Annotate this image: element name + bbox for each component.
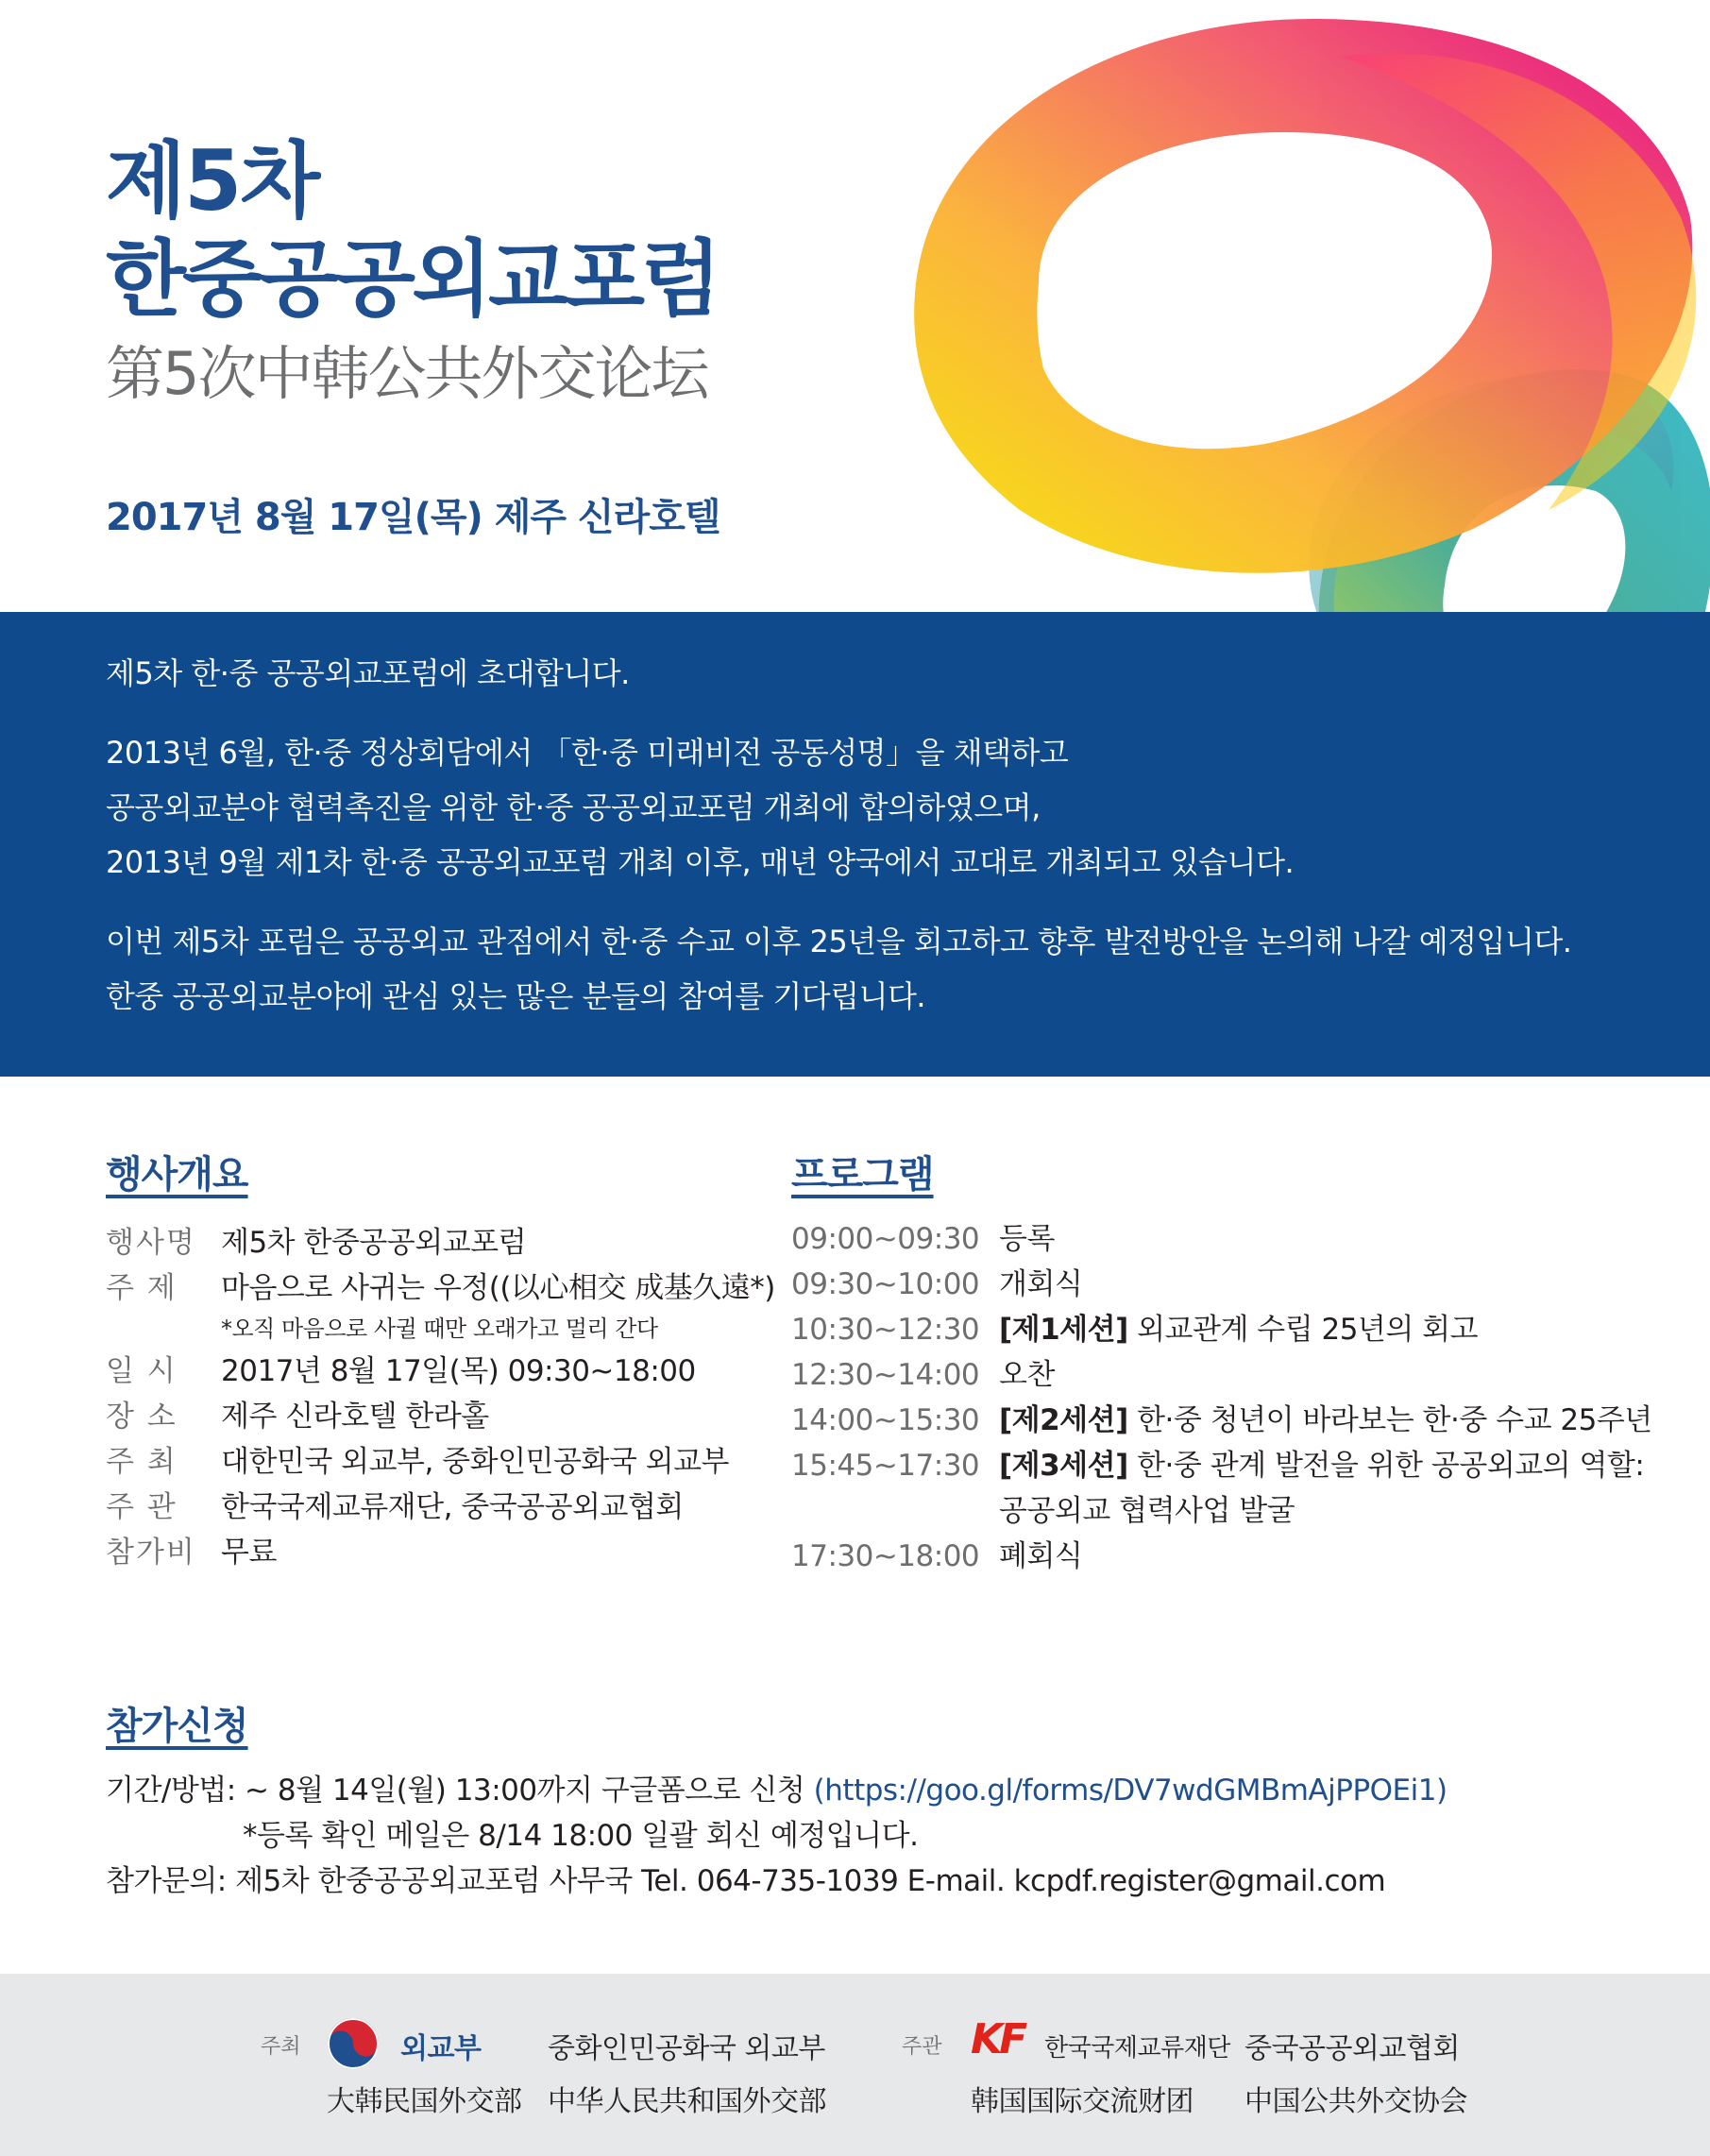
overview-row-organizer xyxy=(106,1481,767,1526)
session-title: 한·중 청년이 바라보는 한·중 수교 25주년 xyxy=(1127,1403,1652,1437)
program-time: 17:30~18:00 xyxy=(791,1539,980,1573)
kf-hanja: 韩国国际交流财团 xyxy=(971,2085,1194,2118)
overview-value: 한국국제교류재단, 중국공공외교협회 xyxy=(221,1489,684,1524)
overview-key: 주 제 xyxy=(106,1270,178,1305)
intro-p3-line2: 한중 공공외교분야에 관심 있는 많은 분들의 참여를 기다립니다. xyxy=(106,978,926,1014)
session-title: 한·중 관계 발전을 위한 공공외교의 역할: xyxy=(1127,1449,1645,1483)
session-title-line2: 공공외교 협력사업 발굴 xyxy=(999,1494,1295,1528)
overview-row-host xyxy=(106,1435,767,1481)
overview-value: 무료 xyxy=(221,1535,277,1570)
apply-contact: 참가문의: 제5차 한중공공외교포럼 사무국 Tel. 064-735-1039 E-mail. kcpdf.register@gmail.com xyxy=(106,1864,1386,1898)
program-row xyxy=(791,1307,1679,1352)
session-tag: [제1세션] xyxy=(999,1313,1128,1347)
intro-p2-line3: 2013년 9월 제1차 한·중 공공외교포럼 개최 이후, 매년 양국에서 교대로 개최되고 있습니다. xyxy=(106,844,1295,880)
overview-row-note xyxy=(106,1307,767,1345)
session-tag: [제2세션] xyxy=(999,1403,1128,1437)
kf-name: 한국국제교류재단 xyxy=(1044,2034,1230,2063)
kf-logo-icon: KF xyxy=(971,2015,1024,2063)
overview-list xyxy=(106,1216,775,1571)
intro-p2-line1: 2013년 6월, 한·중 정상회담에서 「한·중 미래비전 공동성명」을 채택하고 xyxy=(106,735,1069,771)
program-time: 12:30~14:00 xyxy=(791,1358,980,1392)
overview-heading: 행사개요 xyxy=(106,1153,248,1197)
apply-form-link[interactable]: (https://goo.gl/forms/DV7wdGMBmAjPPOEi1) xyxy=(813,1774,1448,1808)
mofa-kr-logo: 외교부 xyxy=(400,2032,482,2065)
program-item: 오찬 xyxy=(999,1358,1055,1392)
title-block xyxy=(106,132,718,412)
overview-key: 참가비 xyxy=(106,1535,196,1570)
apply-method-text: 기간/방법: ~ 8월 14일(월) 13:00까지 구글폼으로 신청 xyxy=(106,1774,814,1808)
overview-key: 주 최 xyxy=(106,1444,178,1479)
program-time: 14:00~15:30 xyxy=(791,1403,980,1437)
overview-value: 2017년 8월 17일(목) 09:30~18:00 xyxy=(221,1353,696,1388)
overview-theme-note: *오직 마음으로 사귈 때만 오래가고 멀리 간다 xyxy=(221,1315,658,1342)
title-line1: 제5차 xyxy=(106,132,319,229)
program-item xyxy=(999,1398,1652,1443)
mofa-cn-hanja: 中华人民共和国外交部 xyxy=(548,2085,826,2118)
overview-value: 마음으로 사귀는 우정((以心相交 成基久遠*) xyxy=(221,1270,775,1305)
program-row xyxy=(791,1352,1679,1398)
session-title: 외교관계 수립 25년의 회고 xyxy=(1127,1313,1479,1347)
program-time: 10:30~12:30 xyxy=(791,1313,980,1347)
program-time: 09:00~09:30 xyxy=(791,1222,980,1256)
cpda-hanja: 中国公共外交协会 xyxy=(1244,2085,1467,2118)
cpda-kr: 중국공공외교협회 xyxy=(1244,2032,1460,2065)
overview-row-date xyxy=(106,1345,767,1390)
overview-value: 대한민국 외교부, 중화인민공화국 외교부 xyxy=(221,1444,729,1479)
overview-row-theme xyxy=(106,1262,775,1307)
program-time: 09:30~10:00 xyxy=(791,1267,980,1301)
overview-key: 행사명 xyxy=(106,1225,196,1260)
intro-p2-line2: 공공외교분야 협력촉진을 위한 한·중 공공외교포럼 개최에 합의하였으며, xyxy=(106,789,1041,825)
host-label: 주최 xyxy=(261,2035,301,2059)
mofa-kr-hanja: 大韩民国外交部 xyxy=(327,2085,522,2118)
program-row xyxy=(791,1443,1679,1534)
program-list xyxy=(791,1216,1679,1579)
overview-row-place xyxy=(106,1390,767,1435)
program-item: 등록 xyxy=(999,1222,1055,1256)
overview-value: 제5차 한중공공외교포럼 xyxy=(221,1225,527,1260)
overview-key: 주 관 xyxy=(106,1489,178,1524)
date-venue: 2017년 8월 17일(목) 제주 신라호텔 xyxy=(106,496,720,539)
intro-text xyxy=(106,646,1579,1024)
program-item xyxy=(999,1307,1478,1352)
program-item: 폐회식 xyxy=(999,1539,1083,1573)
program-row xyxy=(791,1262,1679,1307)
intro-p3-line1: 이번 제5차 포럼은 공공외교 관점에서 한·중 수교 이후 25년을 회고하고 향후 발전방안을 논의해 나갈 예정입니다. xyxy=(106,924,1572,959)
mofa-cn-kr: 중화인민공화국 외교부 xyxy=(548,2032,825,2065)
program-item xyxy=(999,1443,1644,1534)
session-tag: [제3세션] xyxy=(999,1449,1128,1483)
korea-emblem-icon xyxy=(327,2017,380,2070)
organizer-label: 주관 xyxy=(902,2035,942,2059)
program-row xyxy=(791,1398,1679,1443)
apply-info xyxy=(106,1768,1448,1904)
program-row xyxy=(791,1534,1679,1579)
apply-method xyxy=(106,1768,1448,1813)
overview-key: 장 소 xyxy=(106,1399,178,1434)
program-item: 개회식 xyxy=(999,1267,1083,1301)
overview-row-name xyxy=(106,1216,767,1262)
overview-value: 제주 신라호텔 한라홀 xyxy=(221,1399,489,1434)
apply-heading: 참가신청 xyxy=(106,1705,248,1748)
overview-key: 일 시 xyxy=(106,1353,178,1388)
intro-p1: 제5차 한·중 공공외교포럼에 초대합니다. xyxy=(106,655,630,691)
program-heading: 프로그램 xyxy=(791,1153,934,1197)
overview-row-fee xyxy=(106,1526,767,1571)
title-line2: 한중공공외교포럼 xyxy=(106,230,719,328)
title-chinese: 第5次中韩公共外交论坛 xyxy=(106,339,708,408)
program-row xyxy=(791,1216,1679,1262)
apply-note: *등록 확인 메일은 8/14 18:00 일괄 회신 예정입니다. xyxy=(243,1819,919,1853)
program-time: 15:45~17:30 xyxy=(791,1449,980,1483)
